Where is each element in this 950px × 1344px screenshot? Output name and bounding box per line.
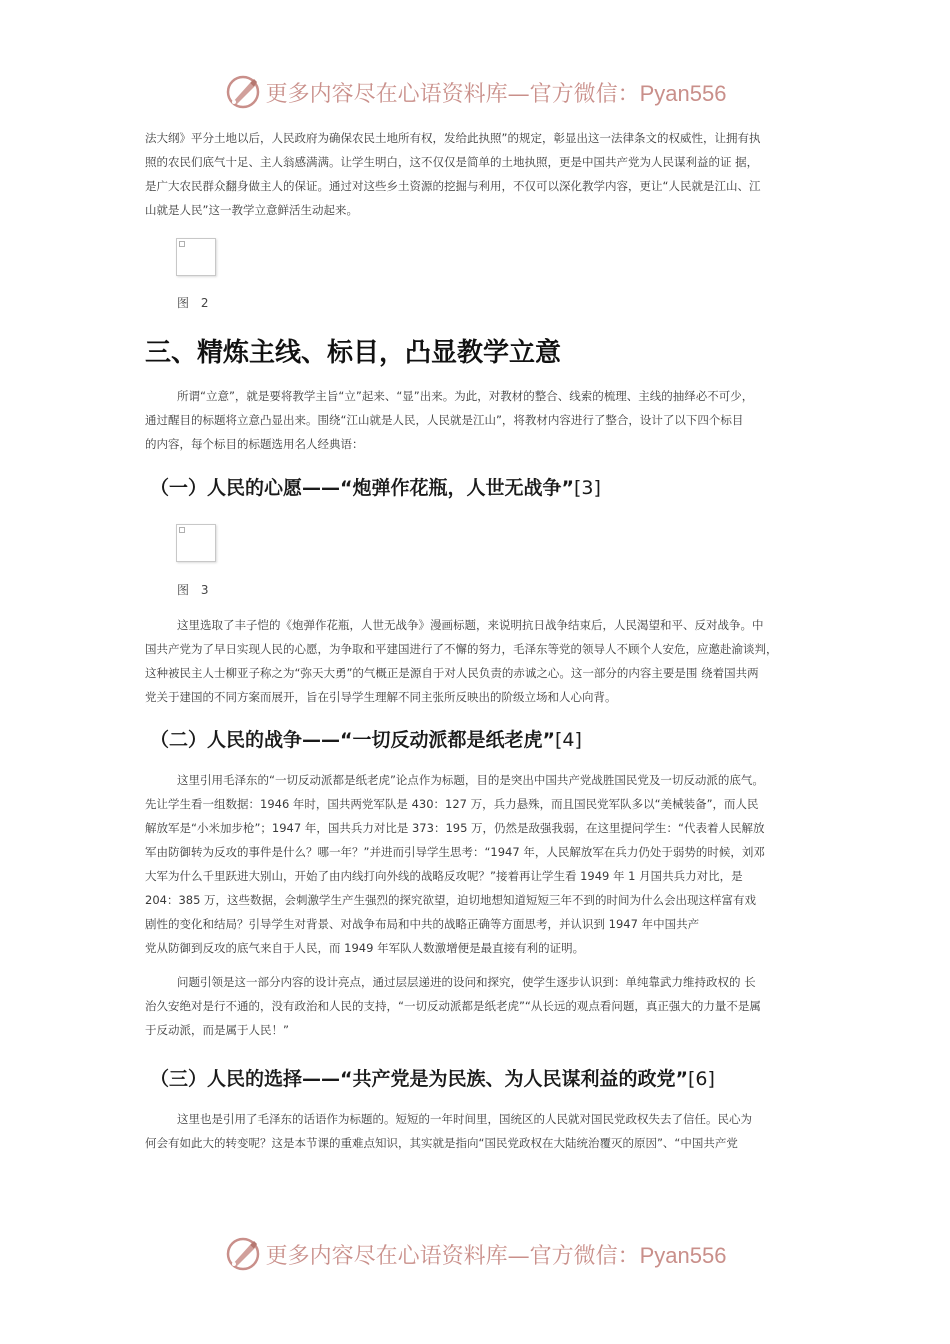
subsection-2-line: 剧性的变化和结局？引导学生对背景、对战争布局和中共的战略正确等方面思考，并认识到 1947 年中国共产 bbox=[145, 917, 700, 931]
subsection-2-ref: [4] bbox=[554, 729, 582, 751]
subsection-2-line: 先让学生看一组数据：1946 年时，国共两党军队是 430：127 万，兵力悬殊，而且国民党军队多以“美械装备”，而人民 bbox=[145, 797, 759, 811]
pen-logo-icon bbox=[224, 1235, 262, 1273]
watermark-id: Pyan556 bbox=[639, 80, 727, 106]
subsection-2-line: 于反动派，而是属于人民！” bbox=[145, 1023, 289, 1037]
section-3-line: 通过醒目的标题将立意凸显出来。围绕“江山就是人民，人民就是江山”，将教材内容进行了整合，设计了以下四个标目 bbox=[145, 413, 744, 427]
subsection-3-line: 何会有如此大的转变呢？这是本节课的重难点知识，其实就是指向“国民党政权在大陆统治覆灭的原因”、“中国共产党 bbox=[145, 1136, 738, 1150]
subsection-2-title: （二）人民的战争——“一切反动派都是纸老虎” bbox=[150, 729, 555, 751]
intro-line: 山就是人民”这一教学立意鲜活生动起来。 bbox=[145, 203, 358, 217]
watermark-id: Pyan556 bbox=[639, 1242, 727, 1268]
subsection-3-paragraph bbox=[145, 1107, 807, 1155]
subsection-2-line: 党从防御到反攻的底气来自于人民，而 1949 年军队人数激增便是最直接有利的证明。 bbox=[145, 941, 585, 955]
intro-line: 法大纲》平分土地以后，人民政府为确保农民土地所有权，发给此执照”的规定，彰显出这一法律条文的权威性，让拥有执 bbox=[145, 131, 761, 145]
pen-logo-icon bbox=[224, 73, 262, 111]
section-3-paragraph bbox=[145, 384, 807, 456]
subsection-2-line: 治久安绝对是行不通的，没有政治和人民的支持，“一切反动派都是纸老虎”“从长远的观点看问题，真正强大的力量不是属 bbox=[145, 999, 761, 1013]
subsection-3-ref: [6] bbox=[687, 1068, 715, 1090]
subsection-1-ref: [3] bbox=[573, 477, 601, 499]
figure-3-placeholder bbox=[176, 524, 216, 562]
subsection-2-line: 军由防御转为反攻的事件是什么？哪一年？”并进而引导学生思考：“1947 年，人民解放军在兵力仍处于弱势的时候，刘邓 bbox=[145, 845, 765, 859]
broken-image-icon bbox=[179, 241, 185, 247]
subsection-2-paragraph-2 bbox=[145, 970, 807, 1042]
section-3-heading: 三、精炼主线、标目，凸显教学立意 bbox=[145, 338, 562, 368]
figure-3-caption: 图 3 bbox=[177, 583, 213, 597]
broken-image-icon bbox=[179, 527, 185, 533]
subsection-2-line: 解放军是“小米加步枪”；1947 年，国共兵力对比是 373：195 万，仍然是敌强我弱，在这里提问学生：“代表着人民解放 bbox=[145, 821, 765, 835]
subsection-1-line: 国共产党为了早日实现人民的心愿，为争取和平建国进行了不懈的努力，毛泽东等党的领导人不顾个人安危，应邀赴渝谈判， bbox=[145, 642, 778, 656]
intro-paragraph bbox=[145, 126, 807, 222]
figure-2-caption: 图 2 bbox=[177, 296, 213, 310]
subsection-1-paragraph bbox=[145, 613, 807, 709]
subsection-1-line: 党关于建国的不同方案而展开，旨在引导学生理解不同主张所反映出的阶级立场和人心向背。 bbox=[145, 690, 617, 704]
subsection-1-heading bbox=[150, 473, 601, 500]
watermark-text: 更多内容尽在心语资料库—官方微信：Pyan556 bbox=[265, 1242, 727, 1269]
subsection-3-heading bbox=[150, 1064, 715, 1091]
section-3-line: 所谓“立意”，就是要将教学主旨“立”起来、“显”出来。为此，对教材的整合、线索的梳理、主线的抽绎必不可少， bbox=[177, 389, 754, 403]
figure-2-placeholder bbox=[176, 238, 216, 276]
subsection-3-title: （三）人民的选择——“共产党是为民族、为人民谋利益的政党” bbox=[150, 1068, 688, 1090]
section-3-line: 的内容，每个标目的标题选用名人经典语： bbox=[145, 437, 364, 451]
subsection-2-line: 大军为什么千里跃进大别山，开始了由内线打向外线的战略反攻呢？”接着再让学生看 1949 年 1 月国共兵力对比，是 bbox=[145, 869, 743, 883]
subsection-2-heading bbox=[150, 725, 582, 752]
watermark-footer bbox=[0, 1234, 950, 1274]
intro-line: 是广大农民群众翻身做主人的保证。通过对这些乡土资源的挖掘与利用，不仅可以深化教学内容，更让“人民就是江山、江 bbox=[145, 179, 761, 193]
watermark-text: 更多内容尽在心语资料库—官方微信：Pyan556 bbox=[265, 80, 727, 107]
watermark-header bbox=[0, 72, 950, 112]
subsection-1-title: （一）人民的心愿——“炮弹作花瓶，人世无战争” bbox=[150, 477, 574, 499]
subsection-3-line: 这里也是引用了毛泽东的话语作为标题的。短短的一年时间里，国统区的人民就对国民党政权失去了信任。民心为 bbox=[177, 1112, 752, 1126]
subsection-1-line: 这种被民主人士柳亚子称之为“弥天大勇”的气概正是源自于对人民负责的赤诚之心。这一部分的内容主要是围 绕着国共两 bbox=[145, 666, 759, 680]
subsection-2-line: 问题引领是这一部分内容的设计亮点，通过层层递进的设问和探究，使学生逐步认识到：单纯靠武力维持政权的 长 bbox=[177, 975, 756, 989]
subsection-2-paragraph bbox=[145, 768, 807, 960]
subsection-1-line: 这里选取了丰子恺的《炮弹作花瓶，人世无战争》漫画标题，来说明抗日战争结束后，人民渴望和平、反对战争。中 bbox=[177, 618, 764, 632]
subsection-2-line: 204：385 万，这些数据，会刺激学生产生强烈的探究欲望，迫切地想知道短短三年不到的时间为什么会出现这样富有戏 bbox=[145, 893, 757, 907]
intro-line: 照的农民们底气十足、主人翁感满满。让学生明白，这不仅仅是简单的土地执照，更是中国共产党为人民谋利益的证 据， bbox=[145, 155, 759, 169]
subsection-2-line: 这里引用毛泽东的“一切反动派都是纸老虎”论点作为标题，目的是突出中国共产党战胜国民党及一切反动派的底气。 bbox=[177, 773, 764, 787]
